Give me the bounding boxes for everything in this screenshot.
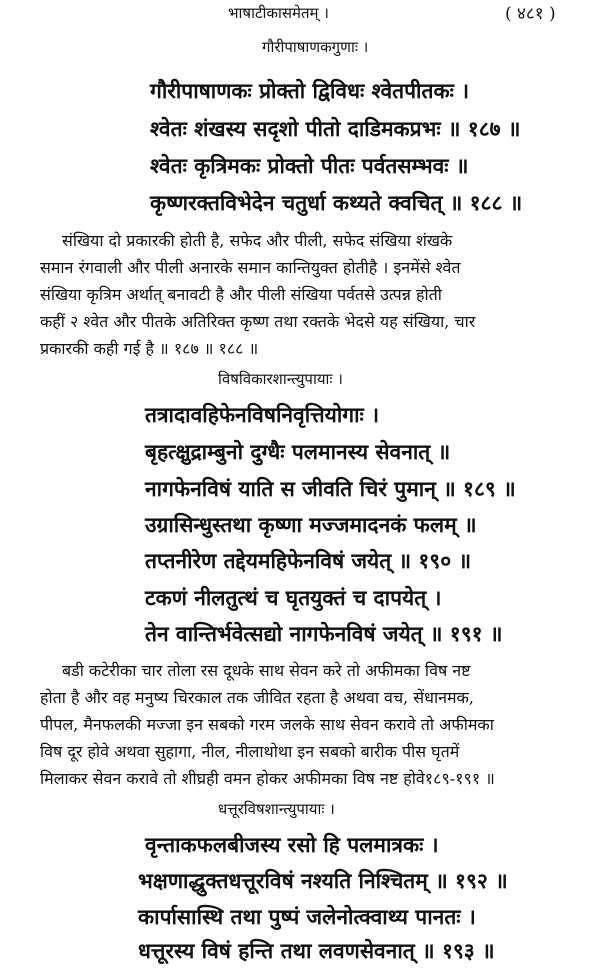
verse-line: तप्तनीरेण तद्देयमहिफेनविषं जयेत् ॥ १९० ॥ — [145, 548, 472, 573]
verse-line: नागफेनविषं याति स जीवति चिरं पुमान् ॥ १८९ ॥ — [145, 476, 516, 501]
verse-line: बृहत्क्षुद्राम्बुनो दुग्धैः पलमानस्य सेवनात् ॥ — [145, 439, 451, 464]
verse-line: श्वेतः कृत्रिमकः प्रोक्तो पीतः पर्वतसम्भवः ॥ — [150, 153, 469, 178]
section-heading: विषविकारशान्त्युपायाः । — [218, 370, 343, 388]
verse-line: तत्रादावहिफेनविषनिवृत्तियोगाः । — [145, 402, 380, 427]
verse-line: उग्रासिन्धुस्तथा कृष्णा मज्जमादनकं फलम् ॥ — [145, 512, 477, 537]
verse-line: वृन्ताकफलबीजस्य रसो हि पलमात्रकः । — [145, 832, 439, 857]
verse-line: श्वेतः शंखस्य सदृशो पीतो दाडिमकप्रभः ॥ १८७ ॥ — [150, 116, 521, 141]
commentary-line: विष दूर होवे अथवा सुहागा, नील, नीलाथोथा इन सबको बारीक पीस घृतमें — [40, 742, 460, 761]
verse-line: धत्तूरस्य विषं हन्ति तथा लवणसेवनात् ॥ १९३ ॥ — [138, 938, 495, 963]
commentary-line: बडी कटेरीका चार तोला रस दूधके साथ सेवन करे तो अफीमका विष नष्ट — [62, 661, 471, 680]
commentary-line: संखिया दो प्रकारकी होती है, सफेद और पीली, सफेद संखिया शंखके — [62, 231, 453, 250]
commentary-line: होता है और वह मनुष्य चिरकाल तक जीवित रहता है अथवा वच, सेंधानमक, — [40, 688, 474, 707]
commentary-line: संखिया कृत्रिम अर्थात् बनावटी है और पीली संखिया पर्वतसे उत्पन्न होती — [40, 285, 442, 304]
verse-line: गौरीपाषाणकः प्रोक्तो द्विविधः श्वेतपीतकः । — [150, 78, 470, 103]
running-title: भाषाटीकासमेतम् । — [228, 4, 329, 22]
page-number: ( ४८१ ) — [505, 4, 556, 24]
section-heading: धत्तूरविषशान्त्युपायाः । — [218, 800, 335, 818]
verse-line: टकणं नीलतुत्थं च घृतयुक्तं च दापयेत् । — [145, 585, 442, 610]
verse-line: भक्षणाद्धुक्तधत्तूरविषं नश्यति निश्चितम् ॥ १९२ ॥ — [138, 868, 508, 893]
commentary-line: कहीं २ श्वेत और पीतके अतिरिक्त कृष्ण तथा रक्तके भेदसे यह संखिया, चार — [40, 312, 476, 331]
verse-line: कृष्णरक्तविभेदेन चतुर्धा कथ्यते क्वचित् ॥ १८८ ॥ — [150, 190, 523, 215]
verse-line: तेन वान्तिर्भवेत्सद्यो नागफेनविषं जयेत् ॥ १९१ ॥ — [145, 621, 503, 646]
commentary-line: समान रंगवाली और पीली अनारके समान कान्तियुक्त होतीहै । इनमेंसे श्वेत — [40, 258, 461, 277]
commentary-line: पीपल, मैनफलकी मज्जा इन सबको गरम जलके साथ सेवन करावे तो अफीमका — [40, 715, 494, 734]
commentary-line: प्रकारकी कही गई है ॥ १८७ ॥ १८८ ॥ — [40, 339, 259, 358]
verse-line: कार्पासास्थि तथा पुष्पं जलेनोत्क्वाथ्य पानतः । — [138, 904, 476, 929]
section-heading: गौरीपाषाणकगुणाः । — [262, 38, 369, 56]
commentary-line: मिलाकर सेवन करावे तो शीघ्रही वमन होकर अफीमका विष नष्ट होवे१८९-१९१ ॥ — [40, 769, 495, 788]
